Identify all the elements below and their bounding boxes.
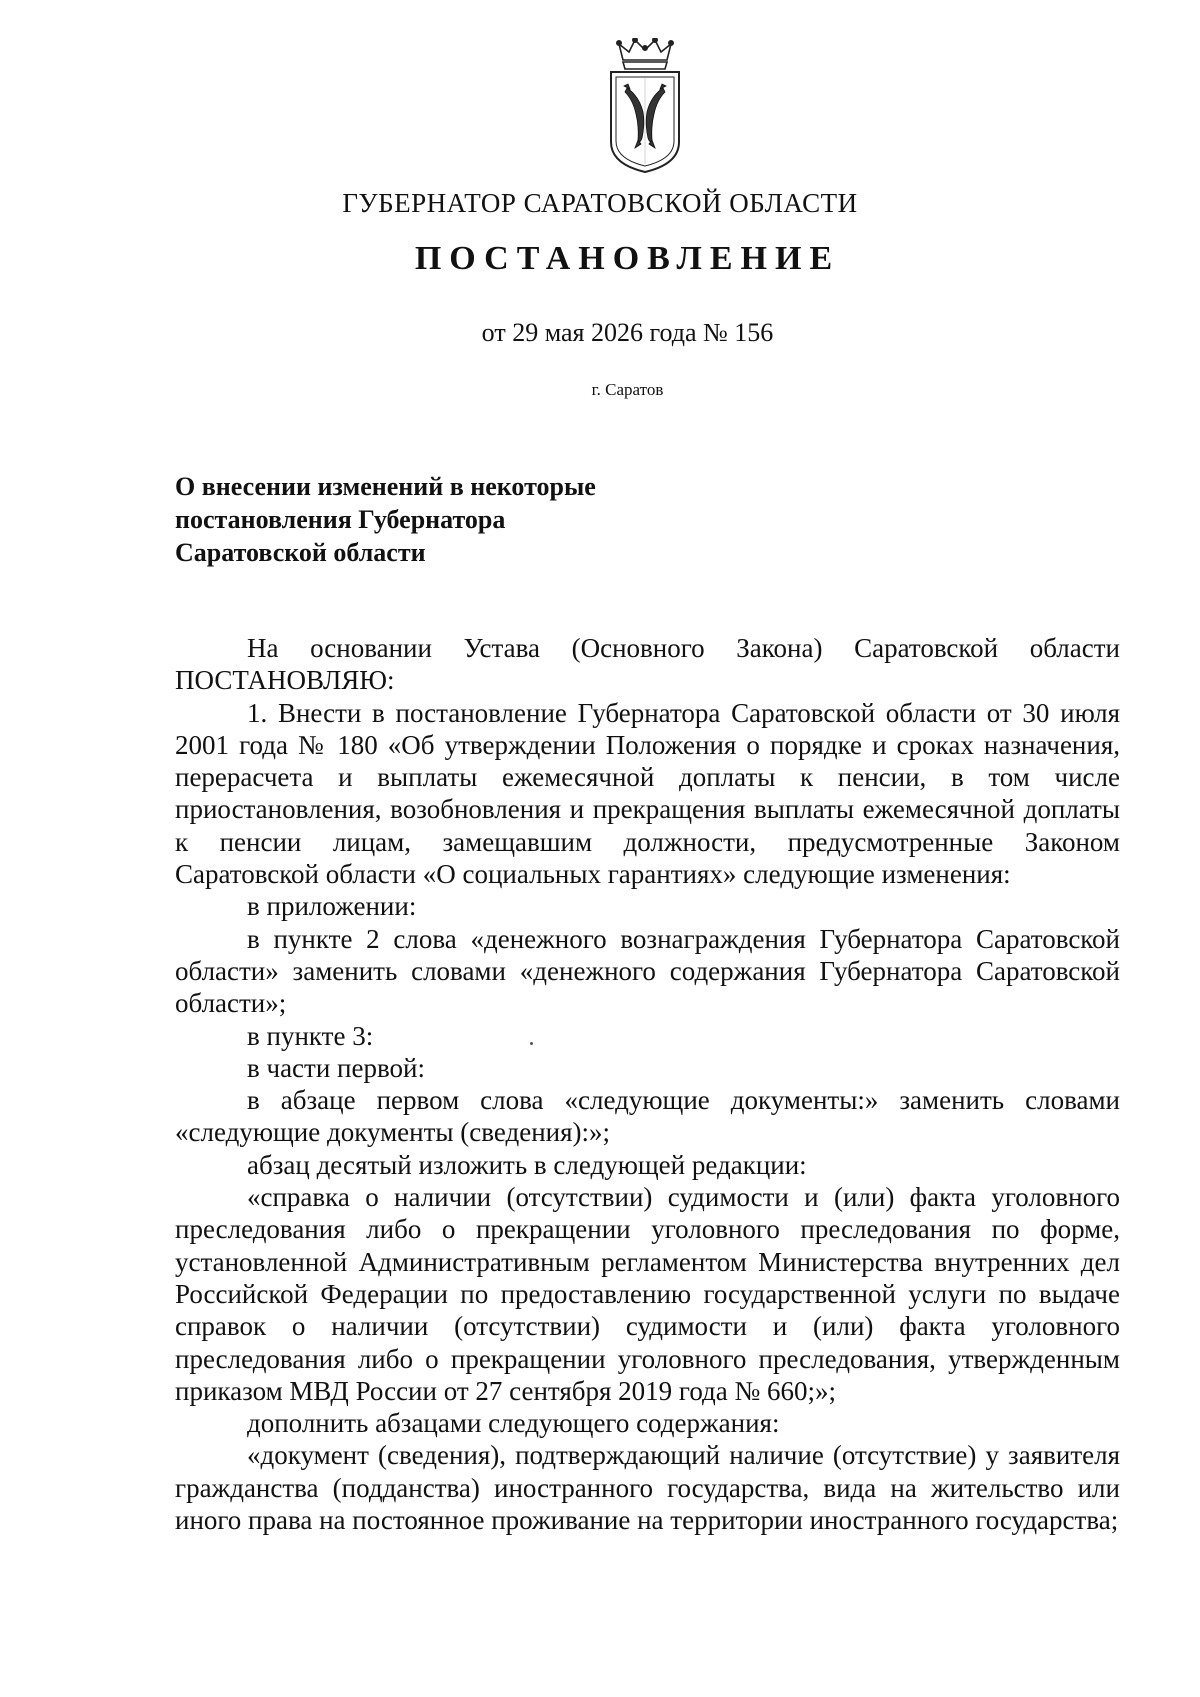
subject-line: Саратовской области xyxy=(175,538,426,567)
document-subject xyxy=(175,470,735,569)
document-type-title: ПОСТАНОВЛЕНИЕ xyxy=(414,240,841,277)
body-paragraph: абзац десятый изложить в следующей редакции: xyxy=(247,1149,807,1180)
body-paragraph: в абзаце первом слова «следующие документы:» заменить словами «следующие документы (сведения):»; xyxy=(175,1085,1120,1148)
body-paragraph: «документ (сведения), подтверждающий наличие (отсутствие) у заявителя гражданства (подданства) иностранного государства, вида на жительство или иного права на постоянное проживание на территории иностранного государства; xyxy=(175,1440,1120,1536)
scan-speck xyxy=(530,1042,533,1045)
issuing-authority: ГУБЕРНАТОР САРАТОВСКОЙ ОБЛАСТИ xyxy=(342,188,858,218)
body-paragraph: На основании Устава (Основного Закона) Саратовской области ПОСТАНОВЛЯЮ: xyxy=(175,633,1120,696)
document-date-number: от 29 мая 2026 года № 156 xyxy=(481,318,774,347)
body-paragraph: «справка о наличии (отсутствии) судимости и (или) факта уголовного преследования либо о прекращении уголовного преследования по форме, установленной Административным регламентом Министерства внутренних дел Российской Федерации по предоставлению государственной услуги по выдаче справок о наличии (отсутствии) судимости и (или) факта уголовного преследования либо о прекращении уголовного преследования, утвержденным приказом МВД России от 27 сентября 2019 года № 660;»; xyxy=(175,1182,1120,1406)
body-paragraph: дополнить абзацами следующего содержания: xyxy=(247,1408,780,1439)
body-paragraph: в части первой: xyxy=(247,1052,425,1083)
body-paragraph: в приложении: xyxy=(247,891,417,922)
body-paragraph: в пункте 2 слова «денежного вознаграждения Губернатора Саратовской области» заменить словами «денежного содержания Губернатора Саратовской области»; xyxy=(175,923,1120,1019)
subject-line: постановления Губернатора xyxy=(175,505,506,534)
document-body xyxy=(175,632,1120,1536)
document-place: г. Саратов xyxy=(591,380,664,399)
saratov-coat-of-arms-icon xyxy=(605,38,685,174)
body-paragraph: 1. Внести в постановление Губернатора Саратовской области от 30 июля 2001 года № 180 «Об утверждении Положения о порядке и сроках назначения, перерасчета и выплаты ежемесячной доплаты к пенсии, в том числе приостановления, возобновления и прекращения выплаты ежемесячной доплаты к пенсии лицам, замещавшим должности, предусмотренные Законом Саратовской области «О социальных гарантиях» следующие изменения: xyxy=(175,697,1120,890)
subject-line: О внесении изменений в некоторые xyxy=(175,472,596,501)
body-paragraph: в пункте 3: xyxy=(247,1020,374,1051)
